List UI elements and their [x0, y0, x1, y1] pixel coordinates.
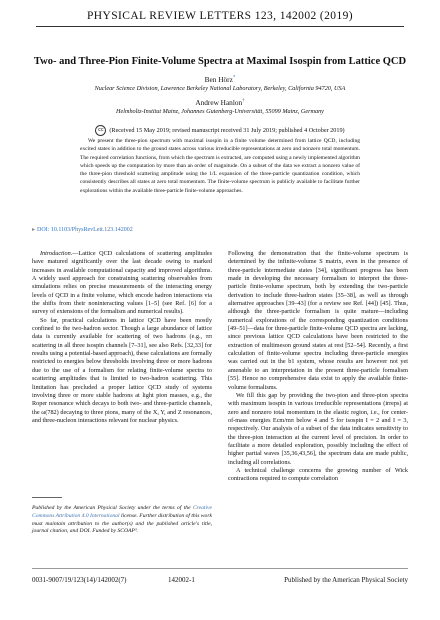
- abstract: [80, 137, 360, 195]
- header-rule: [36, 26, 404, 27]
- paragraph-text: —Lattice QCD calculations of scattering amplitudes have matured significantly over the last decade owing to marked increases in available computational capacity and improved algorithms. A widely used approach for constraining scattering observables from simulations relies on precise measurements of the interacting energy levels of QCD in a finite volume, which encode hadron interactions via the shifts from their noninteracting values [1–5] (see Ref. [6] for a survey of extensions of the formalism and numerical results).: [32, 250, 212, 316]
- paragraph-text: We fill this gap by providing the two-pion and three-pion spectra with maximum isospin in various irreducible representations (irreps) at zero and nonzero total momentum in the elastic region, i.e., for center-of-mass energies Ecm/mπ below 4 and 5 for isospin I = 2 and I = 3, respectively. Our analysis of a subset of the data indicates sensitivity to the three-pion interaction at the current level of precision. In order to facilitate a more detailed exploration, possibly including the effect of higher partial waves [35,36,43,56], the spectrum data are made public, including all correlations.: [228, 391, 408, 466]
- open-access-icon[interactable]: cc: [95, 125, 106, 136]
- paragraph-text: Following the demonstration that the finite-volume spectrum is determined by the infinite-volume S matrix, even in the presence of three-particle intermediate states [34], significant progress has been made in developing the necessary formalism to interpret the three-particle finite-volume spectrum, both by extending the two-particle derivation to include three-hadron states [35–38], as well as through alternative approaches [39–43] (for a review see Ref. [44]) [45]. Thus, although the three-particle formalism is quite mature—including numerical explorations of the corresponding quantization conditions [49–51]—data for three-particle finite-volume QCD spectra are lacking, since previous lattice QCD calculations have been restricted to the extraction of multimeson ground states at rest [52–54]. Recently, a first calculation of finite-volume spectra including three-particle energies was carried out in the b1 system, whose results are however not yet amenable to an interpretation in the present three-particle formalism [55]. Hence no comprehensive data exist to apply the available finite-volume formalisms.: [228, 250, 408, 391]
- received-dates: [20, 125, 420, 136]
- author-2: [20, 98, 420, 107]
- paragraph: [32, 317, 212, 425]
- footer-issn: 0031-9007/19/123(14)/142002(7): [32, 576, 127, 584]
- footnote-text: license. Further distribution of this work must maintain attribution to the author(s) and the published article's title, journal citation, and DOI. Funded by SCOAP³.: [32, 512, 212, 535]
- author-2-name: Andrew Hanlon: [195, 98, 243, 107]
- license-footnote: [32, 505, 212, 536]
- license-link[interactable]: Creative Commons Attribution 4.0 International: [32, 505, 212, 519]
- doi-link[interactable]: DOI: 10.1103/PhysRevLett.123.142002: [37, 227, 133, 233]
- paragraph-text: So far, practical calculations in lattice QCD have been mostly confined to the two-hadron sector. Though a large abundance of lattice data is currently available for scattering of two hadrons (e.g., ππ scattering in all three isospin channels [7–31], see also Refs. [32,33] for results using a potential-based approach), these calculations are formally restricted to energies below thresholds involving three or more hadrons due to the use of a formalism for relating finite-volume spectra to scattering amplitudes that is limited to two-hadron scattering. This limitation has precluded a proper lattice QCD study of systems involving three or more stable hadrons at light pion masses, e.g., the Roper resonance which decays to both two- and three-particle channels, the ω(782) decaying to three pions, many of the X, Y, and Z resonances, and three-nucleon interactions relevant for nuclear physics.: [32, 316, 212, 424]
- author-1: [20, 75, 420, 84]
- abstract-text: We present the three-pion spectrum with maximal isospin in a finite volume determined from lattice QCD, including excited states in addition to the ground states across various irreducible representations at zero and nonzero total momentum. The required correlation functions, from which the spectrum is extracted, are computed using a newly implemented algorithm which speeds up the computation by more than an order of magnitude. On a subset of the data we extract a nonzero value of the three-pion threshold scattering amplitude using the 1/L expansion of the three-particle quantization condition, which consistently describes all states at zero total momentum. The finite-volume spectrum is publicly available to facilitate further explorations within the available three-particle finite-volume approaches.: [80, 138, 360, 194]
- affiliation-1: Nuclear Science Division, Lawrence Berkeley National Laboratory, Berkeley, California 94720, USA: [94, 85, 346, 92]
- paragraph: [228, 467, 408, 484]
- right-column: [228, 250, 408, 484]
- footer-rule: [32, 568, 408, 569]
- author-2-mark[interactable]: †: [242, 98, 245, 104]
- author-1-mark[interactable]: *: [232, 75, 236, 81]
- doi-line: [32, 226, 133, 233]
- author-1-name: Ben Hörz: [204, 75, 233, 84]
- section-lead: Introduction.: [40, 250, 73, 257]
- affiliation-2: Helmholtz-Institut Mainz, Johannes Gutenberg-Universität, 55099 Mainz, Germany: [116, 108, 324, 115]
- footer-page-number: 142002-1: [168, 576, 195, 584]
- doi-icon: ▸: [32, 227, 36, 233]
- journal-header: PHYSICAL REVIEW LETTERS 123, 142002 (2019): [87, 10, 353, 22]
- footer-publisher: Published by the American Physical Society: [284, 576, 408, 584]
- paper-title: Two- and Three-Pion Finite-Volume Spectra at Maximal Isospin from Lattice QCD: [33, 56, 407, 67]
- footnote-text: Published by the American Physical Society under the terms of the: [32, 505, 193, 511]
- received-text: (Received 15 May 2019; revised manuscript received 31 July 2019; published 4 October 2019): [109, 126, 345, 134]
- paragraph: [228, 392, 408, 467]
- paragraph: [32, 250, 212, 317]
- paragraph-text: A technical challenge concerns the growing number of Wick contractions required to compute correlation: [228, 466, 408, 483]
- footnote-rule: [32, 497, 62, 498]
- paragraph: [228, 250, 408, 392]
- left-column: [32, 250, 212, 425]
